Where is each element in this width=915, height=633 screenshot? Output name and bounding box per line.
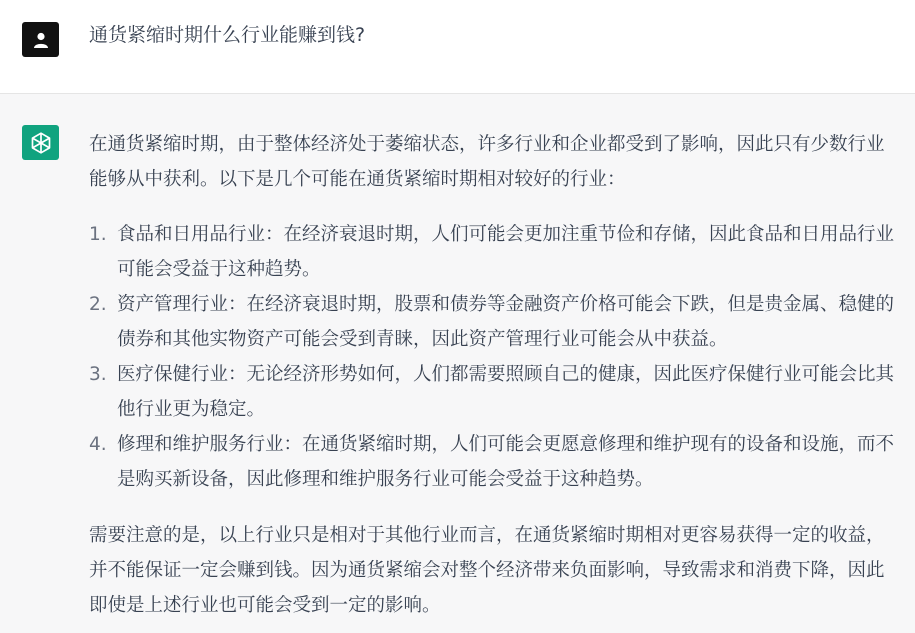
- list-item: [89, 287, 901, 357]
- list-number: 1.: [89, 224, 107, 245]
- industry-list: [89, 217, 901, 497]
- list-item-text: 资产管理行业：在经济衰退时期，股票和债券等金融资产价格可能会下跌，但是贵金属、稳健的债券和其他实物资产可能会受到青睐，因此资产管理行业可能会从中获益。: [117, 294, 895, 350]
- list-number: 2.: [89, 294, 107, 315]
- user-message-row: [0, 0, 915, 94]
- user-avatar: [22, 22, 59, 57]
- list-item-text: 修理和维护服务行业：在通货紧缩时期，人们可能会更愿意修理和维护现有的设备和设施，而不是购买新设备，因此修理和维护服务行业可能会受益于这种趋势。: [117, 434, 895, 490]
- list-item: [89, 357, 901, 427]
- list-item-text: 食品和日用品行业：在经济衰退时期，人们可能会更加注重节俭和存储，因此食品和日用品行业可能会受益于这种趋势。: [117, 224, 895, 280]
- list-number: 3.: [89, 364, 107, 385]
- list-item-text: 医疗保健行业：无论经济形势如何，人们都需要照顾自己的健康，因此医疗保健行业可能会比其他行业更为稳定。: [117, 364, 895, 420]
- assistant-message-row: [0, 94, 915, 633]
- list-item: [89, 427, 901, 497]
- list-item: [89, 217, 901, 287]
- openai-logo-icon: [28, 130, 54, 156]
- assistant-avatar: [22, 125, 59, 160]
- list-number: 4.: [89, 434, 107, 455]
- user-message-text: 通货紧缩时期什么行业能赚到钱?: [89, 24, 366, 46]
- intro-paragraph: 在通货紧缩时期，由于整体经济处于萎缩状态，许多行业和企业都受到了影响，因此只有少数行业能够从中获利。以下是几个可能在通货紧缩时期相对较好的行业：: [89, 134, 885, 190]
- assistant-message-content: [89, 127, 901, 623]
- user-icon: [32, 31, 50, 49]
- conclusion-paragraph: 需要注意的是，以上行业只是相对于其他行业而言，在通货紧缩时期相对更容易获得一定的收益，并不能保证一定会赚到钱。因为通货紧缩会对整个经济带来负面影响，导致需求和消费下降，因此即使是上述行业也可能会受到一定的影响。: [89, 525, 885, 616]
